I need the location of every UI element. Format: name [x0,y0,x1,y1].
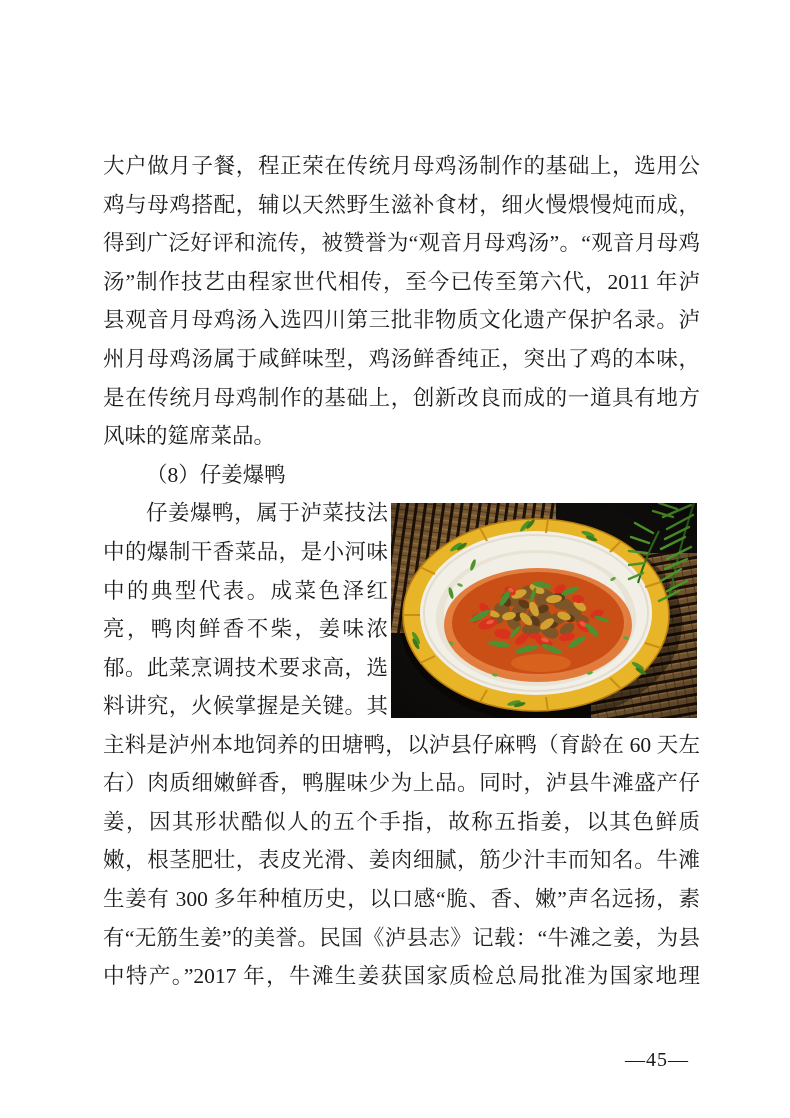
text-line: 中的爆制干香菜品，是小河味 [103,540,388,564]
text-line: 有“无筋生姜”的美誉。民国《泸县志》记载：“牛滩之姜，为县 [103,926,700,950]
text-line: 汤”制作技艺由程家世代相传，至今已传至第六代，2011 年泸 [103,270,700,294]
text-line: 中特产。”2017 年，牛滩生姜获国家质检总局批准为国家地理 [103,964,700,988]
text-line: 是在传统月母鸡制作的基础上，创新改良而成的一道具有地方 [103,386,700,410]
text-line: 大户做月子餐，程正荣在传统月母鸡汤制作的基础上，选用公 [103,154,700,178]
dish-photo [391,503,697,718]
text-line: 亮，鸭肉鲜香不柴，姜味浓 [103,617,388,641]
text-line: 右）肉质细嫩鲜香，鸭腥味少为上品。同时，泸县牛滩盛产仔 [103,771,700,795]
text-line: 料讲究，火候掌握是关键。其 [103,694,388,718]
text-line: 县观音月母鸡汤入选四川第三批非物质文化遗产保护名录。泸 [103,308,700,332]
text-line: 生姜有 300 多年种植历史，以口感“脆、香、嫩”声名远扬，素 [103,887,700,911]
text-line: 风味的筵席菜品。 [103,424,276,448]
text-line: 州月母鸡汤属于咸鲜味型，鸡汤鲜香纯正，突出了鸡的本味， [103,347,700,371]
text-line: 中的典型代表。成菜色泽红 [103,579,388,603]
text-line: 郁。此菜烹调技术要求高，选 [103,656,388,680]
text-line: 得到广泛好评和流传，被赞誉为“观音月母鸡汤”。“观音月母鸡 [103,231,700,255]
text-line: 鸡与母鸡搭配，辅以天然野生滋补食材，细火慢煨慢炖而成， [103,193,700,217]
text-line: 主料是泸州本地饲养的田塘鸭，以泸县仔麻鸭（育龄在 60 天左 [103,733,700,757]
text-line: 仔姜爆鸭，属于泸菜技法 [146,501,388,525]
page-number: —45— [625,1049,689,1071]
text-line: 姜，因其形状酷似人的五个手指，故称五指姜，以其色鲜质 [103,810,700,834]
section-heading: （8）仔姜爆鸭 [146,463,286,487]
dish-photo-graphic [391,503,697,718]
text-line: 嫩，根茎肥壮，表皮光滑、姜肉细腻，筋少汁丰而知名。牛滩 [103,848,700,872]
